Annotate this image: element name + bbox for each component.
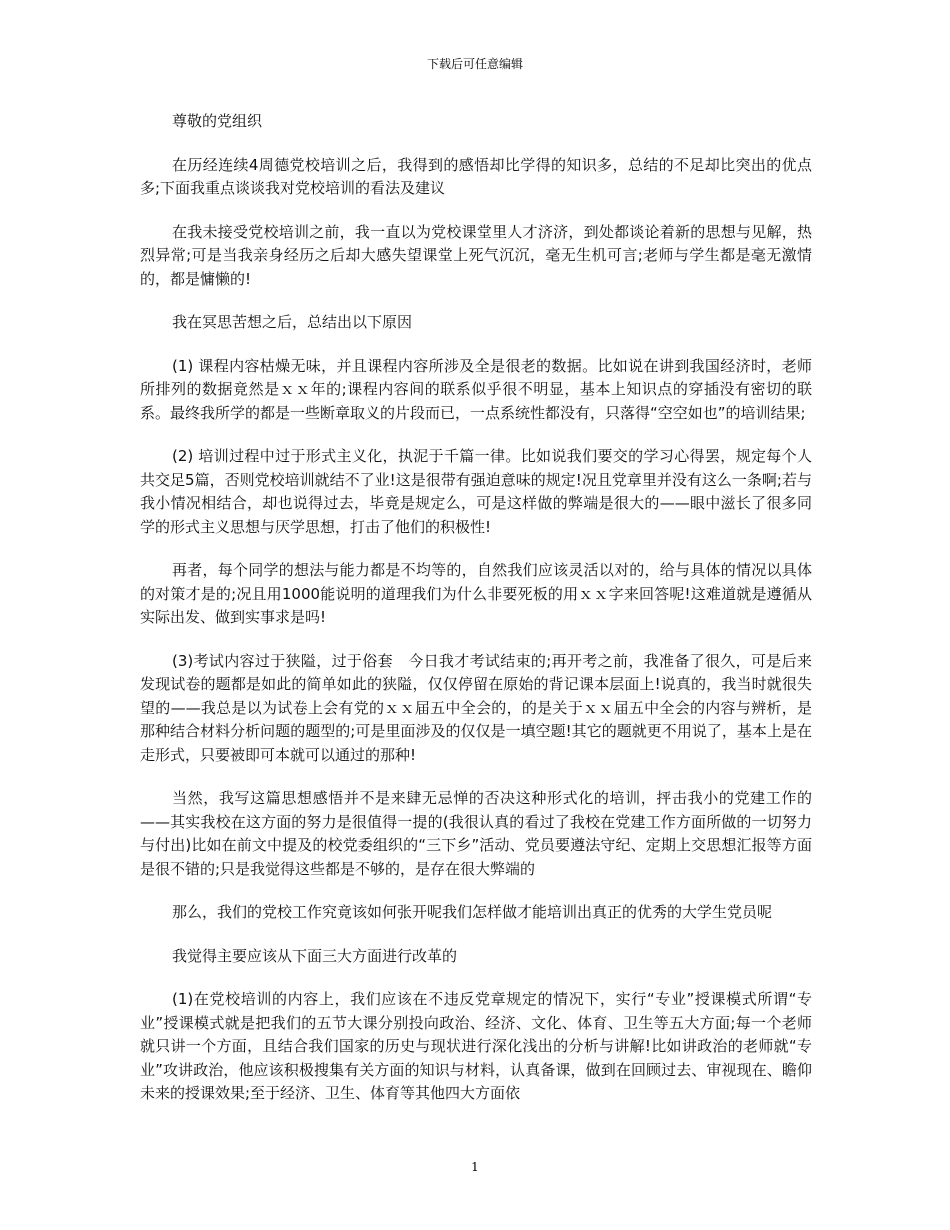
paragraph: 我觉得主要应该从下面三大方面进行改革的	[172, 946, 458, 965]
page-number: 1	[471, 1160, 479, 1174]
paragraph: (2) 培训过程中过于形式主义化，执泥于千篇一律。比如说我们要交的学习心得罢，规定每个人共交足5篇，否则党校培训就结不了业!这是很带有强迫意味的规定!况且党章里并没有这么一条啊;若与我小情况相结合，却也说得过去，毕竟是规定么，可是这样做的弊端是很大的——眼中滋长了很多同学的形式主义思想与厌学思想，打击了他们的积极性!	[140, 447, 812, 536]
paragraph: 在我未接受党校培训之前，我一直以为党校课堂里人才济济，到处都谈论着新的思想与见解，热烈异常;可是当我亲身经历之后却大感失望课堂上死气沉沉，毫无生机可言;老师与学生都是毫无激情的，都是慵懒的!	[140, 222, 812, 288]
paragraph: 我在冥思苦想之后，总结出以下原因	[172, 313, 413, 331]
salutation: 尊敬的党组织	[172, 112, 263, 130]
paragraph: 那么，我们的党校工作究竟该如何张开呢我们怎样做才能培训出真正的优秀的大学生党员呢	[172, 903, 773, 921]
paragraph: 再者，每个同学的想法与能力都是不均等的，自然我们应该灵活以对的，给与具体的情况以具体的对策才是的;况且用1000能说明的道理我们为什么非要死板的用ｘｘ字来回答呢!这难道就是遵循从实际出发、做到实事求是吗!	[140, 561, 812, 626]
paragraph: (1) 课程内容枯燥无味，并且课程内容所涉及全是很老的数据。比如说在讲到我国经济时，老师所排列的数据竟然是ｘｘ年的;课程内容间的联系似乎很不明显，基本上知识点的穿插没有密切的联系。最终我所学的都是一些断章取义的片段而已，一点系统性都没有，只落得“空空如也”的培训结果;	[140, 356, 812, 422]
paragraph: (3)考试内容过于狭隘，过于俗套 今日我才考试结束的;再开考之前，我准备了很久，可是后来发现试卷的题都是如此的简单如此的狭隘，仅仅停留在原始的背记课本层面上!说真的，我当时就很失望的——我总是以为试卷上会有党的ｘｘ届五中全会的，的是关于ｘｘ届五中全会的内容与辨析，是那种结合材料分析问题的题型的;可是里面涉及的仅仅是一填空题!其它的题就更不用说了，基本上是在走形式，只要被即可本就可以通过的那种!	[140, 651, 812, 764]
document-body	[140, 110, 812, 1126]
page-header: 下载后可任意编辑	[426, 57, 523, 71]
paragraph: (1)在党校培训的内容上，我们应该在不违反党章规定的情况下，实行“专业”授课模式所谓“专业”授课模式就是把我们的五节大课分别投向政治、经济、文化、体育、卫生等五大方面;每一个老师就只讲一个方面，且结合我们国家的历史与现状进行深化浅出的分析与讲解!比如讲政治的老师就“专业”攻讲政治，他应该积极搜集有关方面的知识与材料，认真备课，做到在回顾过去、审视现在、瞻仰未来的授课效果;至于经济、卫生、体育等其他四大方面依	[140, 990, 812, 1102]
paragraph: 在历经连续4周德党校培训之后，我得到的感悟却比学得的知识多，总结的不足却比突出的优点多;下面我重点谈谈我对党校培训的看法及建议	[140, 155, 812, 197]
paragraph: 当然，我写这篇思想感悟并不是来肆无忌惮的否决这种形式化的培训，抨击我小的党建工作的——其实我校在这方面的努力是很值得一提的(我很认真的看过了我校在党建工作方面所做的一切努力与付出)比如在前文中提及的校党委组织的“三下乡”活动、党员要遵法守纪、定期上交思想汇报等方面是很不错的;只是我觉得这些都是不够的，是存在很大弊端的	[140, 789, 812, 878]
